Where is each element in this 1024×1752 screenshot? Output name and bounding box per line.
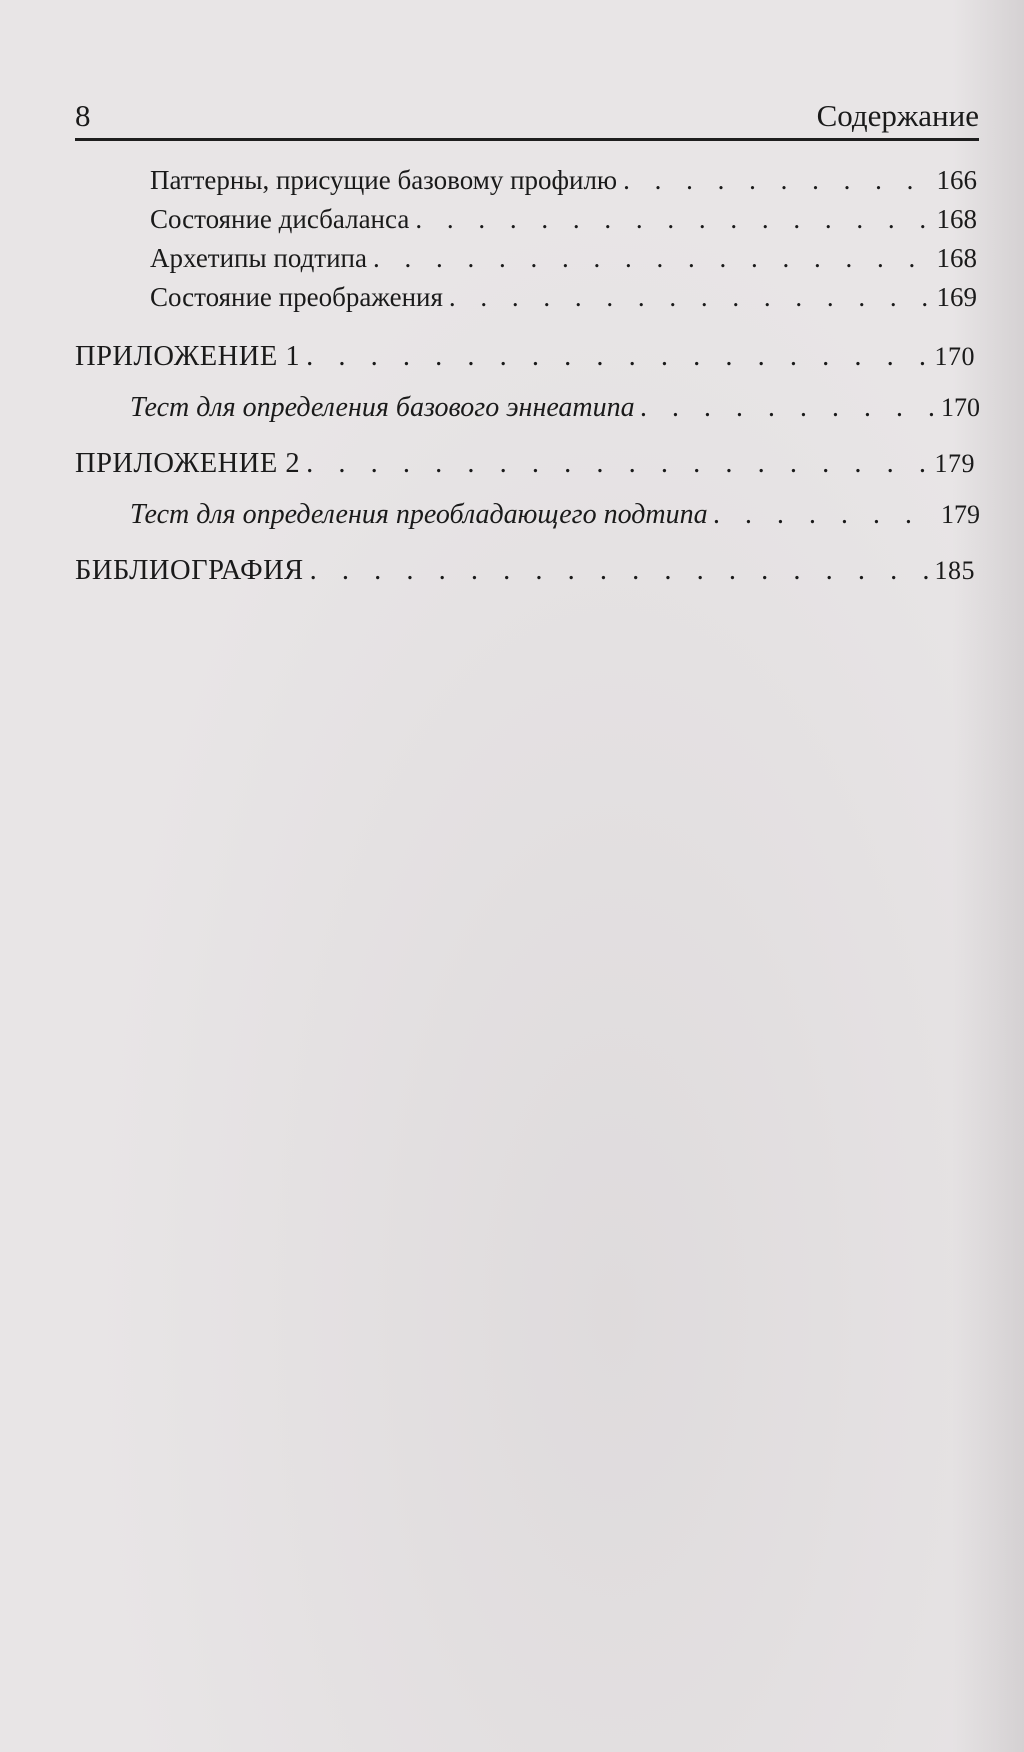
toc-entry-label: ПРИЛОЖЕНИЕ 1	[75, 341, 301, 372]
toc-entry-label: Тест для определения преобладающего подтипа	[130, 499, 708, 530]
toc-entry-page: 170	[941, 393, 980, 422]
page-header	[75, 96, 979, 141]
toc-entry-page: 170	[934, 342, 975, 371]
toc-entry	[150, 204, 977, 235]
toc-entry-page: 185	[934, 556, 975, 585]
toc-entry-label: ПРИЛОЖЕНИЕ 2	[75, 448, 301, 479]
running-title: Содержание	[816, 98, 979, 133]
dot-leader	[449, 282, 931, 313]
toc-entry-label: Архетипы подтипа	[150, 243, 367, 273]
toc-entry-page: 168	[936, 204, 977, 234]
toc-appendix-1-test	[130, 392, 980, 424]
toc-entry-page: 166	[936, 165, 977, 195]
toc-entry-label: Состояние дисбаланса	[150, 204, 410, 234]
dot-leader	[306, 448, 928, 480]
dot-leader	[714, 499, 935, 531]
toc-entry-label: Тест для определения базового эннеатипа	[130, 392, 635, 423]
page-number: 8	[75, 98, 91, 133]
toc-entry-page: 179	[941, 500, 980, 529]
toc-entry-page: 168	[936, 243, 977, 273]
dot-leader	[415, 204, 930, 235]
toc-entry-label: БИБЛИОГРАФИЯ	[75, 555, 304, 586]
dot-leader	[641, 392, 935, 424]
toc-entry	[150, 243, 977, 274]
dot-leader	[623, 165, 930, 196]
toc-entry-page: 169	[936, 282, 977, 312]
toc-entry-page: 179	[934, 449, 975, 478]
toc-appendix-2-test	[130, 499, 980, 531]
toc-entry-label: Состояние преображения	[150, 282, 443, 312]
toc-appendix-1	[75, 341, 975, 373]
toc-entry	[150, 165, 977, 196]
dot-leader	[310, 555, 929, 587]
dot-leader	[373, 243, 931, 274]
toc-entry	[150, 282, 977, 313]
toc-entry-label: Паттерны, присущие базовому профилю	[150, 165, 618, 195]
dot-leader	[306, 341, 928, 373]
toc-appendix-2	[75, 448, 975, 480]
toc-bibliography	[75, 555, 975, 587]
